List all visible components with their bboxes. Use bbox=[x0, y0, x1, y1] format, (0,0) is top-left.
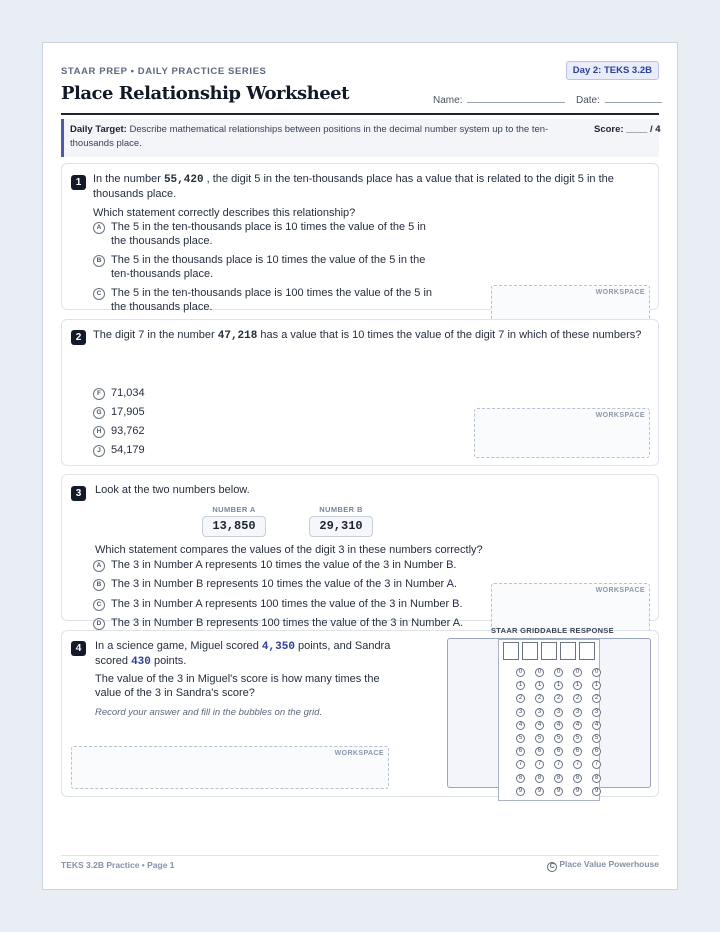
choice-bubble[interactable]: C bbox=[93, 599, 105, 611]
daily-target-description: Describe mathematical relationships between positions in the decimal number system up to the ten-thousands place. bbox=[70, 124, 549, 149]
choice-bubble[interactable]: C bbox=[93, 288, 105, 300]
griddable-response-grid bbox=[498, 639, 600, 801]
date-line[interactable] bbox=[605, 94, 662, 103]
question-stem: In the number 55,420 , the digit 5 in the ten-thousands place has a value that is related to the digit 5 in the thousands place. bbox=[93, 173, 614, 200]
daily-target-label: Daily Target: bbox=[70, 124, 127, 135]
digit-bubble[interactable]: 7 bbox=[573, 760, 582, 769]
digit-bubble[interactable]: 3 bbox=[535, 708, 544, 717]
day-badge: Day 2: TEKS 3.2B bbox=[566, 61, 659, 80]
digit-bubble[interactable]: 8 bbox=[573, 774, 582, 783]
digit-bubble[interactable]: 8 bbox=[592, 774, 601, 783]
question-card-2 bbox=[61, 319, 659, 466]
question-number-badge: 3 bbox=[71, 486, 86, 501]
digit-bubble[interactable]: 9 bbox=[592, 787, 601, 796]
digit-bubble[interactable]: 1 bbox=[592, 681, 601, 690]
digit-bubble[interactable]: 2 bbox=[554, 694, 563, 703]
name-label: Name: bbox=[433, 95, 463, 106]
number-a-label: NUMBER A bbox=[212, 505, 256, 514]
name-line[interactable] bbox=[467, 94, 565, 103]
number-b-value: 29,310 bbox=[309, 516, 373, 537]
digit-bubble[interactable]: 9 bbox=[573, 787, 582, 796]
answer-entry-box[interactable] bbox=[503, 642, 519, 660]
digit-bubble[interactable]: 0 bbox=[516, 668, 525, 677]
sandra-score: 430 bbox=[131, 656, 151, 668]
answer-choice-c[interactable]: C The 5 in the ten-thousands place is 100 times the value of the 5 in the thousands place. bbox=[93, 286, 443, 314]
digit-bubble[interactable]: 2 bbox=[516, 694, 525, 703]
answer-choice-a[interactable]: A The 5 in the ten-thousands place is 10 times the value of the 5 in the thousands place. bbox=[93, 220, 443, 248]
digit-bubble[interactable]: 5 bbox=[535, 734, 544, 743]
answer-choice-f[interactable]: F 71,034 bbox=[93, 386, 145, 400]
series-label: STAAR PREP • DAILY PRACTICE SERIES bbox=[61, 66, 267, 77]
choice-bubble[interactable]: B bbox=[93, 579, 105, 591]
digit-bubble[interactable]: 3 bbox=[516, 708, 525, 717]
choice-bubble[interactable]: D bbox=[93, 618, 105, 630]
footer-divider bbox=[61, 855, 659, 856]
question-prompt: Which statement correctly describes this relationship? bbox=[93, 207, 356, 219]
answer-choice-c[interactable]: C The 3 in Number A represents 100 times the value of the 3 in Number B. bbox=[93, 597, 463, 611]
digit-bubble[interactable]: 3 bbox=[573, 708, 582, 717]
digit-bubble[interactable]: 6 bbox=[516, 747, 525, 756]
digit-bubble[interactable]: 0 bbox=[573, 668, 582, 677]
workspace-box[interactable]: WORKSPACE bbox=[491, 583, 650, 632]
question-stem: In a science game, Miguel scored 4,350 points, and Sandra scored 430 points. bbox=[95, 640, 391, 668]
digit-bubble[interactable]: 4 bbox=[592, 721, 601, 730]
digit-bubble[interactable]: 7 bbox=[516, 760, 525, 769]
answer-entry-box[interactable] bbox=[522, 642, 538, 660]
digit-bubble[interactable]: 7 bbox=[554, 760, 563, 769]
question-card-4 bbox=[61, 626, 659, 797]
digit-bubble[interactable]: 5 bbox=[554, 734, 563, 743]
date-field[interactable] bbox=[576, 94, 662, 106]
choice-bubble[interactable]: H bbox=[93, 426, 105, 438]
digit-bubble[interactable]: 3 bbox=[592, 708, 601, 717]
workspace-box[interactable]: WORKSPACE bbox=[474, 408, 650, 458]
digit-bubble[interactable]: 2 bbox=[535, 694, 544, 703]
digit-bubble[interactable]: 4 bbox=[573, 721, 582, 730]
digit-bubble[interactable]: 5 bbox=[592, 734, 601, 743]
answer-choice-g[interactable]: G 17,905 bbox=[93, 405, 145, 419]
daily-target-text bbox=[70, 123, 570, 151]
digit-bubble[interactable]: 8 bbox=[535, 774, 544, 783]
answer-choice-j[interactable]: J 54,179 bbox=[93, 443, 145, 457]
date-label: Date: bbox=[576, 95, 600, 106]
digit-bubble[interactable]: 8 bbox=[554, 774, 563, 783]
question-number-badge: 4 bbox=[71, 641, 86, 656]
digit-bubble[interactable]: 0 bbox=[554, 668, 563, 677]
choice-bubble[interactable]: G bbox=[93, 407, 105, 419]
digit-bubble[interactable]: 1 bbox=[535, 681, 544, 690]
footer-brand-text: Place Value Powerhouse bbox=[559, 859, 659, 869]
answer-choice-b[interactable]: B The 3 in Number B represents 10 times the value of the 3 in Number A. bbox=[93, 577, 457, 591]
digit-bubble[interactable]: 1 bbox=[554, 681, 563, 690]
worksheet-page bbox=[42, 42, 678, 890]
question-number-badge: 1 bbox=[71, 175, 86, 190]
digit-bubble[interactable]: 4 bbox=[516, 721, 525, 730]
footer-brand bbox=[547, 859, 659, 872]
question-card-1 bbox=[61, 163, 659, 313]
choice-bubble[interactable]: J bbox=[93, 445, 105, 457]
question-prompt: Which statement compares the values of the digit 3 in these numbers correctly? bbox=[95, 544, 483, 556]
answer-choice-a[interactable]: A The 3 in Number A represents 10 times the value of the 3 in Number B. bbox=[93, 558, 456, 572]
digit-bubble[interactable]: 9 bbox=[516, 787, 525, 796]
digit-bubble[interactable]: 6 bbox=[573, 747, 582, 756]
page-title: Place Relationship Worksheet bbox=[61, 83, 349, 104]
digit-bubble[interactable]: 6 bbox=[554, 747, 563, 756]
digit-bubble[interactable]: 6 bbox=[592, 747, 601, 756]
daily-target-box bbox=[61, 119, 659, 157]
number-a-value: 13,850 bbox=[202, 516, 266, 537]
footer-page-info: TEKS 3.2B Practice • Page 1 bbox=[61, 860, 175, 870]
digit-bubble[interactable]: 2 bbox=[573, 694, 582, 703]
answer-entry-box[interactable] bbox=[541, 642, 557, 660]
digit-bubble[interactable]: 1 bbox=[573, 681, 582, 690]
featured-number: 47,218 bbox=[217, 330, 258, 342]
copyright-icon: C bbox=[547, 862, 557, 872]
score-field: Score: ____ / 4 bbox=[594, 124, 661, 135]
answer-entry-box[interactable] bbox=[579, 642, 595, 660]
digit-bubble[interactable]: 5 bbox=[573, 734, 582, 743]
choice-bubble[interactable]: A bbox=[93, 560, 105, 572]
question-card-3 bbox=[61, 474, 659, 629]
digit-bubble[interactable]: 4 bbox=[554, 721, 563, 730]
digit-bubble[interactable]: 5 bbox=[516, 734, 525, 743]
digit-bubble[interactable]: 7 bbox=[592, 760, 601, 769]
number-b-label: NUMBER B bbox=[319, 505, 363, 514]
digit-bubble[interactable]: 1 bbox=[516, 681, 525, 690]
answer-choice-h[interactable]: H 93,762 bbox=[93, 424, 145, 438]
digit-bubble[interactable]: 2 bbox=[592, 694, 601, 703]
question-number-badge: 2 bbox=[71, 330, 86, 345]
question-stem: The digit 7 in the number 47,218 has a value that is 10 times the value of the digit 7 in which of these numbers? bbox=[93, 329, 642, 342]
miguel-score: 4,350 bbox=[261, 641, 295, 653]
question-prompt: The value of the 3 in Miguel's score is how many times the value of the 3 in Sandra's score? bbox=[95, 673, 380, 699]
griddable-response-label: STAAR GRIDDABLE RESPONSE bbox=[491, 626, 614, 635]
workspace-box[interactable]: WORKSPACE bbox=[491, 285, 650, 334]
featured-number: 55,420 bbox=[163, 174, 204, 186]
choice-bubble[interactable]: B bbox=[93, 255, 105, 267]
digit-bubble[interactable]: 6 bbox=[535, 747, 544, 756]
digit-bubble[interactable]: 7 bbox=[535, 760, 544, 769]
digit-bubble[interactable]: 4 bbox=[535, 721, 544, 730]
answer-choice-d[interactable]: D The 3 in Number B represents 100 times the value of the 3 in Number A. bbox=[93, 616, 463, 630]
name-field[interactable] bbox=[433, 94, 565, 106]
answer-choice-b[interactable]: B The 5 in the thousands place is 10 times the value of the 5 in the ten-thousands place. bbox=[93, 253, 443, 281]
digit-bubble[interactable]: 8 bbox=[516, 774, 525, 783]
choice-bubble[interactable]: A bbox=[93, 222, 105, 234]
answer-entry-box[interactable] bbox=[560, 642, 576, 660]
digit-bubble[interactable]: 3 bbox=[554, 708, 563, 717]
header-divider bbox=[61, 113, 659, 115]
workspace-box[interactable]: WORKSPACE bbox=[71, 746, 389, 789]
grid-instructions: Record your answer and fill in the bubbles on the grid. bbox=[95, 707, 323, 718]
digit-bubble[interactable]: 9 bbox=[535, 787, 544, 796]
choice-bubble[interactable]: F bbox=[93, 388, 105, 400]
digit-bubble[interactable]: 9 bbox=[554, 787, 563, 796]
question-stem: Look at the two numbers below. bbox=[95, 484, 250, 496]
digit-bubble[interactable]: 0 bbox=[535, 668, 544, 677]
digit-bubble[interactable]: 0 bbox=[592, 668, 601, 677]
